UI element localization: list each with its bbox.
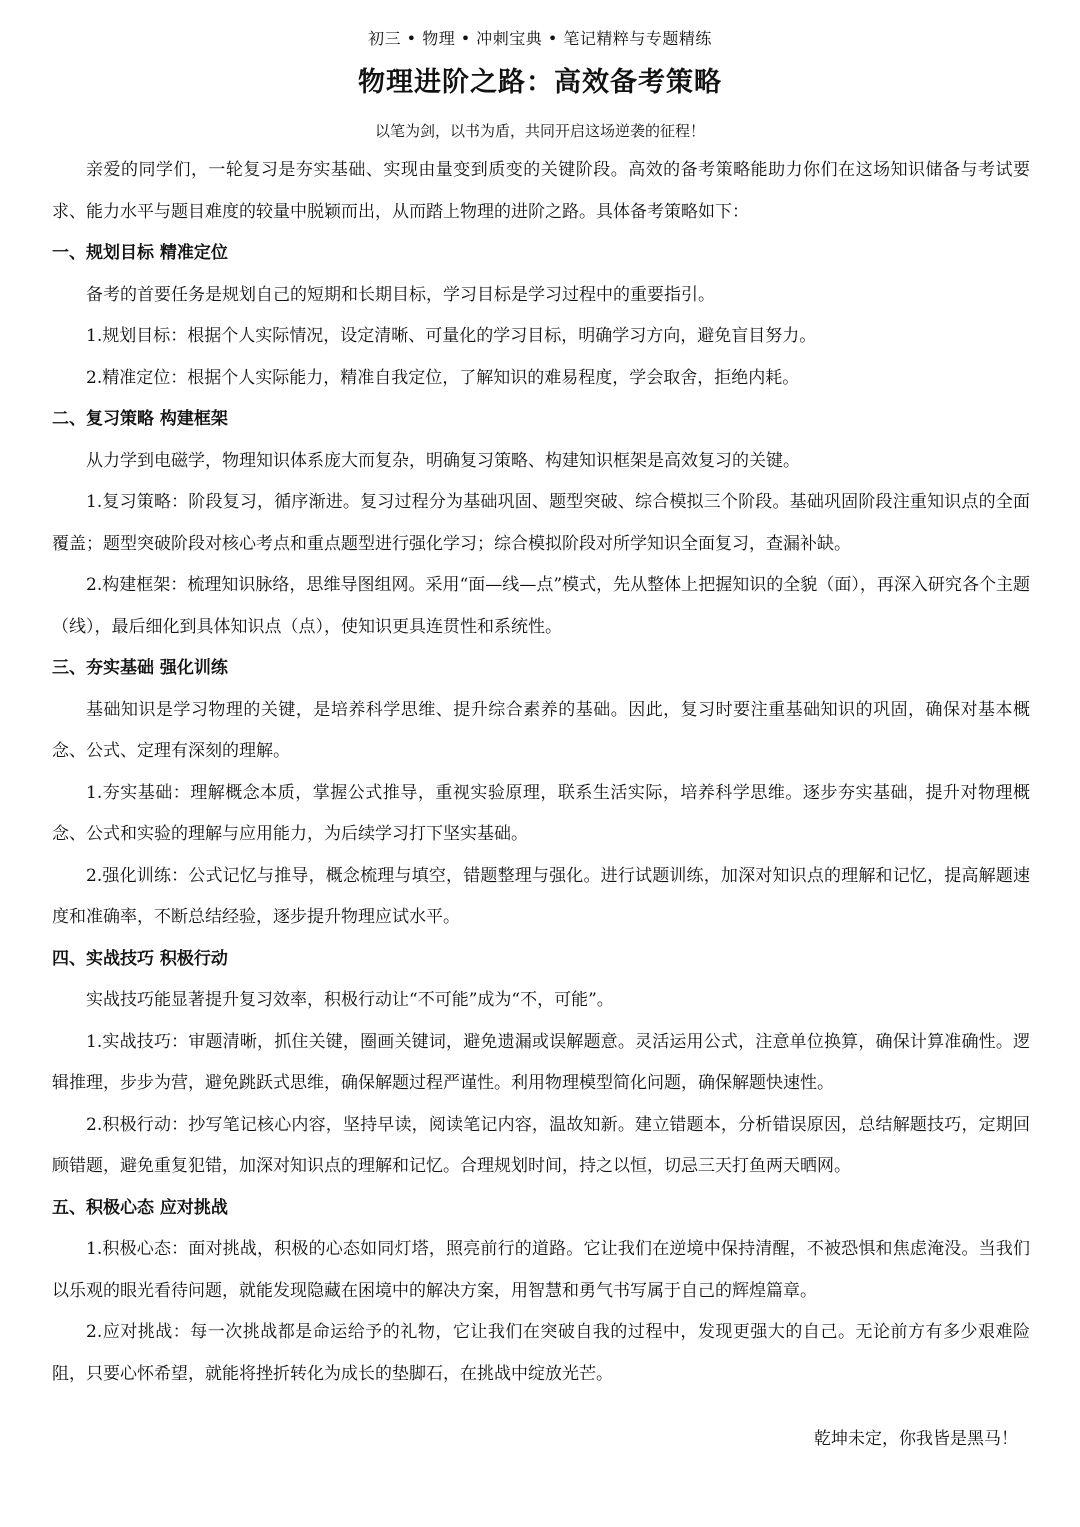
section-heading: 三、夯实基础 强化训练: [52, 658, 228, 678]
section-heading: 四、实战技巧 积极行动: [52, 948, 228, 969]
section-paragraph: 2.构建框架：梳理知识脉络，思维导图组网。采用“面—线—点”模式，先从整体上把握知识的全貌（面），再深入研究各个主题（线），最后细化到具体知识点（点），使知识更具连贯性和系统性。: [52, 575, 1030, 637]
section-paragraph: 实战技巧能显著提升复习效率，积极行动让“不可能”成为“不，可能”。: [86, 990, 614, 1010]
section-paragraph: 1.夯实基础：理解概念本质，掌握公式推导，重视实验原理，联系生活实际，培养科学思维。逐步夯实基础，提升对物理概念、公式和实验的理解与应用能力，为后续学习打下坚实基础。: [52, 782, 1030, 844]
section-paragraph: 2.积极行动：抄写笔记核心内容，坚持早读，阅读笔记内容，温故知新。建立错题本，分析错误原因，总结解题技巧，定期回顾错题，避免重复犯错，加深对知识点的理解和记忆。合理规划时间，持之以恒，切忌三天打鱼两天晒网。: [52, 1114, 1030, 1176]
section-heading: 二、复习策略 构建框架: [52, 409, 228, 429]
section-paragraph: 2.精准定位：根据个人实际能力，精准自我定位，了解知识的难易程度，学会取舍，拒绝内耗。: [86, 367, 800, 388]
page-title: 物理进阶之路：高效备考策略: [358, 67, 722, 98]
section-paragraph: 2.强化训练：公式记忆与推导，概念梳理与填空，错题整理与强化。进行试题训练，加深对知识点的理解和记忆，提高解题速度和准确率，不断总结经验，逐步提升物理应试水平。: [52, 865, 1030, 927]
closing-line: 乾坤未定，你我皆是黑马！: [814, 1429, 1018, 1449]
section-4: [52, 939, 1030, 1188]
section-paragraph: 2.应对挑战：每一次挑战都是命运给予的礼物，它让我们在突破自我的过程中，发现更强大的自己。无论前方有多少艰难险阻，只要心怀希望，就能将挫折转化为成长的垫脚石，在挑战中绽放光芒。: [52, 1322, 1030, 1384]
section-paragraph: 1.实战技巧：审题清晰，抓住关键，圈画关键词，避免遗漏或误解题意。灵活运用公式，注意单位换算，确保计算准确性。逻辑推理，步步为营，避免跳跃式思维，确保解题过程严谨性。利用物理模型简化问题，确保解题快速性。: [52, 1031, 1030, 1093]
section-3: [52, 648, 1030, 939]
section-paragraph: 1.规划目标：根据个人实际情况，设定清晰、可量化的学习目标，明确学习方向，避免盲目努力。: [86, 326, 817, 346]
article-body: [52, 150, 1030, 1395]
section-paragraph: 基础知识是学习物理的关键，是培养科学思维、提升综合素养的基础。因此，复习时要注重基础知识的巩固，确保对基本概念、公式、定理有深刻的理解。: [52, 699, 1030, 761]
page-subtitle: 以笔为剑，以书为盾，共同开启这场逆袭的征程！: [374, 122, 705, 140]
section-paragraph: 从力学到电磁学，物理知识体系庞大而复杂，明确复习策略、构建知识框架是高效复习的关键。: [86, 450, 800, 471]
section-1: [52, 233, 1030, 399]
section-2: [52, 399, 1030, 648]
section-heading: 一、规划目标 精准定位: [52, 243, 228, 263]
running-header: 初三 • 物理 • 冲刺宝典 • 笔记精粹与专题精练: [368, 29, 712, 48]
intro-paragraph: 亲爱的同学们，一轮复习是夯实基础、实现由量变到质变的关键阶段。高效的备考策略能助力你们在这场知识储备与考试要求、能力水平与题目难度的较量中脱颖而出，从而踏上物理的进阶之路。具体备考策略如下：: [52, 160, 1030, 222]
section-paragraph: 备考的首要任务是规划自己的短期和长期目标，学习目标是学习过程中的重要指引。: [86, 284, 715, 305]
section-5: [52, 1188, 1030, 1396]
section-paragraph: 1.积极心态：面对挑战，积极的心态如同灯塔，照亮前行的道路。它让我们在逆境中保持清醒，不被恐惧和焦虑淹没。当我们以乐观的眼光看待问题，就能发现隐藏在困境中的解决方案，用智慧和勇气书写属于自己的辉煌篇章。: [52, 1239, 1030, 1301]
section-heading: 五、积极心态 应对挑战: [52, 1197, 228, 1218]
section-paragraph: 1.复习策略：阶段复习，循序渐进。复习过程分为基础巩固、题型突破、综合模拟三个阶段。基础巩固阶段注重知识点的全面覆盖；题型突破阶段对核心考点和重点题型进行强化学习；综合模拟阶段对所学知识全面复习，查漏补缺。: [52, 492, 1030, 554]
